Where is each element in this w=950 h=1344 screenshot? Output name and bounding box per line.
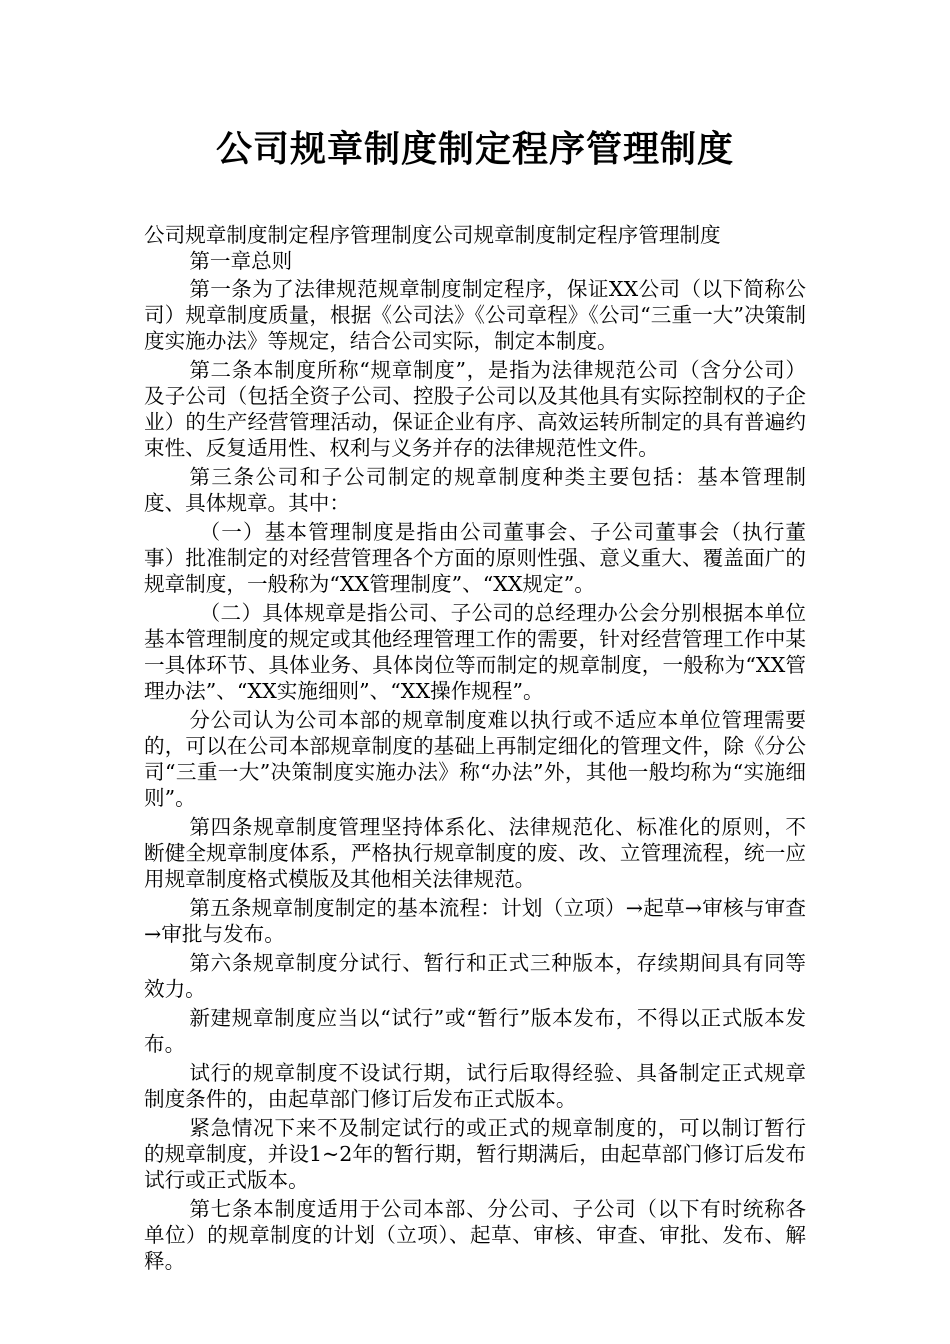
article-7: 第七条本制度适用于公司本部、分公司、子公司（以下有时统称各单位）的规章制度的计划（立项）、起草、审核、审查、审批、发布、解释。 <box>144 1197 806 1273</box>
chapter-heading: 第一章总则 <box>189 249 293 273</box>
article-6-temporary-rules: 紧急情况下来不及制定试行的或正式的规章制度的，可以制订暂行的规章制度，并设1~2年的暂行期，暂行期满后，由起草部门修订后发布试行或正式版本。 <box>144 1116 806 1192</box>
article-6-new-rules: 新建规章制度应当以“试行”或“暂行”版本发布，不得以正式版本发布。 <box>144 1006 806 1056</box>
article-3-item-1: （一）基本管理制度是指由公司董事会、子公司董事会（执行董事）批准制定的对经营管理各个方面的原则性强、意义重大、覆盖面广的规章制度，一般称为“XX管理制度”、“XX规定”。 <box>144 520 806 596</box>
article-6-trial-rules: 试行的规章制度不设试行期，试行后取得经验、具备制定正式规章制度条件的，由起草部门修订后发布正式版本。 <box>144 1061 806 1111</box>
intro-line: 公司规章制度制定程序管理制度公司规章制度制定程序管理制度 <box>144 223 721 247</box>
article-4: 第四条规章制度管理坚持体系化、法律规范化、标准化的原则，不断健全规章制度体系，严格执行规章制度的废、改、立管理流程，统一应用规章制度格式模版及其他相关法律规范。 <box>144 815 806 891</box>
article-3: 第三条公司和子公司制定的规章制度种类主要包括：基本管理制度、具体规章。其中： <box>144 465 806 515</box>
article-3-item-2: （二）具体规章是指公司、子公司的总经理办公会分别根据本单位基本管理制度的规定或其他经理管理工作的需要，针对经营管理工作中某一具体环节、具体业务、具体岗位等而制定的规章制度，一般称为“XX管理办法”、“XX实施细则”、“XX操作规程”。 <box>144 601 806 703</box>
article-1: 第一条为了法律规范规章制度制定程序，保证XX公司（以下简称公司）规章制度质量，根据《公司法》《公司章程》《公司“三重一大”决策制度实施办法》等规定，结合公司实际，制定本制度。 <box>144 277 806 353</box>
document-body <box>144 222 806 1277</box>
article-6: 第六条规章制度分试行、暂行和正式三种版本，存续期间具有同等效力。 <box>144 951 806 1001</box>
article-5: 第五条规章制度制定的基本流程：计划（立项）→起草→审核与审查→审批与发布。 <box>144 896 806 946</box>
article-3-branch-note: 分公司认为公司本部的规章制度难以执行或不适应本单位管理需要的，可以在公司本部规章制度的基础上再制定细化的管理文件，除《分公司“三重一大”决策制度实施办法》称“办法”外，其他一般均称为“实施细则”。 <box>144 708 806 810</box>
article-2: 第二条本制度所称“规章制度”，是指为法律规范公司（含分公司）及子公司（包括全资子公司、控股子公司以及其他具有实际控制权的子企业）的生产经营管理活动，保证企业有序、高效运转所制定的具有普遍约束性、反复适用性、权利与义务并存的法律规范性文件。 <box>144 358 806 460</box>
document-title: 公司规章制度制定程序管理制度 <box>215 129 734 170</box>
